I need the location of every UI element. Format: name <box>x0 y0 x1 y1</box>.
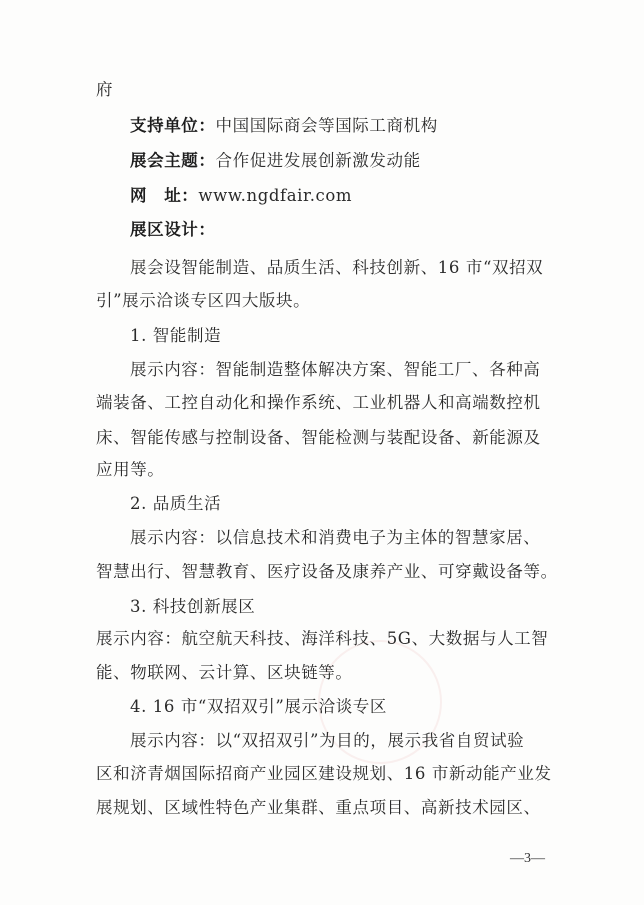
support-unit-label: 支持单位： <box>130 116 216 135</box>
website-line <box>130 186 352 206</box>
section-1-line-3: 床、智能传感与控制设备、智能检测与装配设备、新能源及 <box>96 428 541 447</box>
website-label: 网 址： <box>130 186 199 205</box>
section-2-title: 2. 品质生活 <box>130 494 222 513</box>
section-4-title: 4. 16 市“双招双引”展示洽谈专区 <box>130 697 387 716</box>
zone-design-heading: 展区设计： <box>130 220 216 239</box>
page-number: —3— <box>510 851 545 866</box>
section-2-line-2: 智慧出行、智慧教育、医疗设备及康养产业、可穿戴设备等。 <box>96 562 558 581</box>
section-4-line-2: 区和济青烟国际招商产业园区建设规划、16 市新动能产业发 <box>96 764 552 783</box>
section-4-line-3: 展规划、区域性特色产业集群、重点项目、高新技术园区、 <box>96 798 541 817</box>
exhibition-theme-label: 展会主题： <box>130 151 216 170</box>
exhibition-theme-value: 合作促进发展创新激发动能 <box>215 151 421 170</box>
section-3-title: 3. 科技创新展区 <box>130 597 256 616</box>
section-3-line-1: 展示内容：航空航天科技、海洋科技、5G、大数据与人工智 <box>96 629 549 648</box>
text-line-fu: 府 <box>96 80 114 99</box>
section-4-line-1: 展示内容：以“双招双引”为目的，展示我省自贸试验 <box>130 731 525 750</box>
section-1-title: 1. 智能制造 <box>130 326 222 345</box>
website-value: www.ngdfair.com <box>198 186 353 205</box>
section-1-line-1: 展示内容：智能制造整体解决方案、智能工厂、各种高 <box>130 360 541 379</box>
intro-line-2: 引”展示洽谈专区四大版块。 <box>96 291 311 310</box>
support-unit-line <box>130 116 438 136</box>
section-1-line-4: 应用等。 <box>96 460 165 479</box>
exhibition-theme-line <box>130 151 421 171</box>
section-3-line-2: 能、物联网、云计算、区块链等。 <box>96 663 353 682</box>
intro-line-1: 展会设智能制造、品质生活、科技创新、16 市“双招双 <box>130 258 544 277</box>
section-2-line-1: 展示内容：以信息技术和消费电子为主体的智慧家居、 <box>130 528 541 547</box>
section-1-line-2: 端装备、工控自动化和操作系统、工业机器人和高端数控机 <box>96 393 541 412</box>
support-unit-value: 中国国际商会等国际工商机构 <box>215 116 438 135</box>
